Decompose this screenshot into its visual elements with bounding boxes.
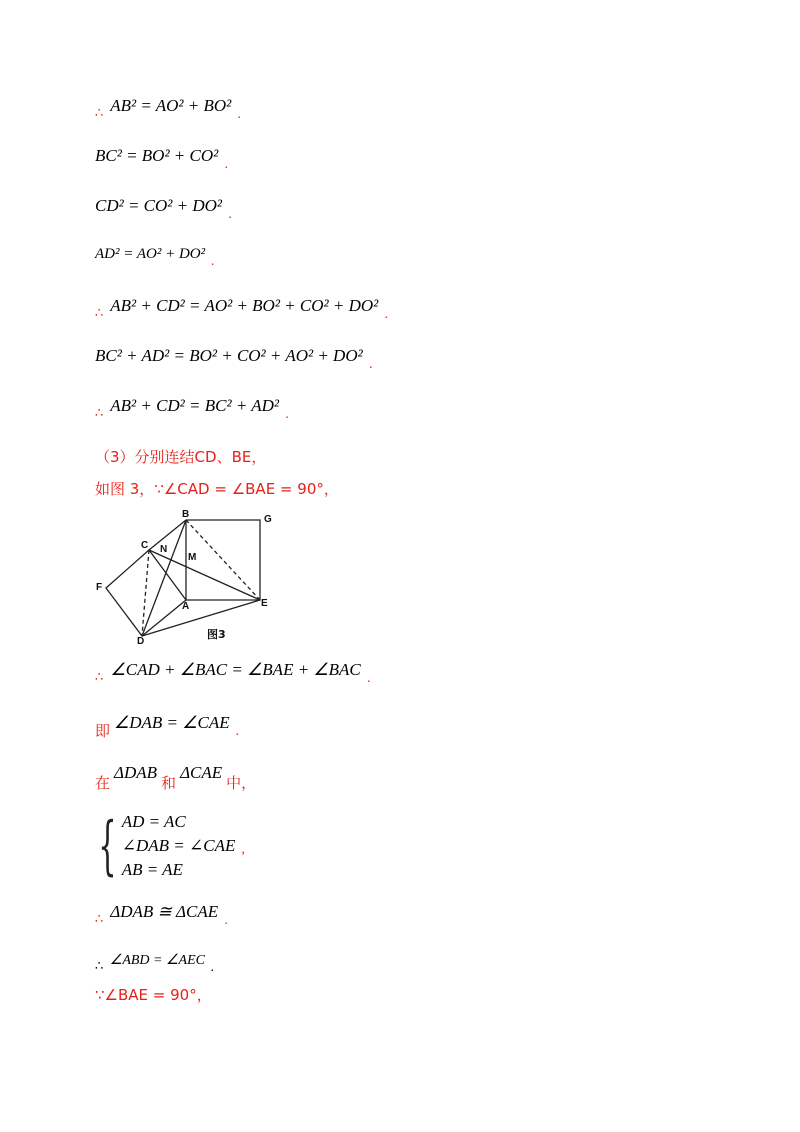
period: . — [210, 960, 214, 975]
label-f: F — [96, 582, 103, 593]
eq-ab-squared — [95, 96, 242, 122]
eq-text: ΔDAB ≅ ΔCAE — [110, 902, 219, 921]
system-line-2: ∠DAB = ∠CAE — [121, 836, 236, 855]
eq-ad-squared — [95, 246, 215, 269]
segment-cd — [142, 550, 149, 636]
eq-text: BC² + AD² = BO² + CO² + AO² + DO² — [95, 346, 363, 365]
period: . — [285, 407, 289, 422]
period: . — [228, 207, 232, 222]
equation-system — [95, 810, 245, 882]
eq-conclusion — [95, 396, 289, 422]
eq-angle-sum — [95, 660, 371, 686]
label-n: N — [160, 544, 168, 555]
part3-heading: （3）分别连结CD、BE， — [95, 448, 267, 466]
figure-caption: 图3 — [207, 628, 226, 641]
period: . — [368, 357, 373, 372]
eq-text: ∠CAD + ∠BAC = ∠BAE + ∠BAC — [110, 660, 361, 679]
prefix-ji: 即 — [95, 722, 111, 740]
therefore-symbol: ∴ — [95, 306, 104, 321]
system-line-1: AD = AC — [121, 812, 186, 831]
eq-text: AB² + CD² = AO² + BO² + CO² + DO² — [110, 296, 379, 315]
eq-angle-abd — [95, 952, 214, 975]
therefore-symbol: ∴ — [95, 670, 104, 685]
eq-sum-ab-cd — [95, 296, 388, 322]
eq-text: ∠ABD = ∠AEC — [109, 953, 205, 968]
period: . — [224, 913, 228, 928]
period: . — [367, 671, 371, 686]
eq-text: AB² + CD² = BC² + AD² — [110, 396, 279, 415]
figure-intro: 如图 3，∵∠CAD = ∠BAE = 90°， — [95, 480, 339, 498]
eq-text: AD² = AO² + DO² — [95, 246, 206, 262]
period: . — [224, 157, 228, 172]
word-he: 和 — [161, 774, 177, 792]
segment-be — [186, 520, 260, 600]
brace-icon: { — [98, 809, 117, 883]
eq-text: BC² = BO² + CO² — [95, 146, 219, 165]
label-m: M — [188, 552, 197, 563]
period: . — [210, 254, 215, 269]
eq-text: ∠DAB = ∠CAE — [114, 713, 230, 732]
period: . — [237, 107, 242, 122]
period: . — [384, 307, 388, 322]
triangles-statement — [95, 762, 257, 792]
eq-congruent — [95, 902, 228, 928]
label-a: A — [182, 601, 190, 612]
eq-text: CD² = CO² + DO² — [95, 196, 223, 215]
triangle-dab: ΔDAB — [114, 763, 158, 782]
therefore-symbol: ∴ — [95, 959, 104, 974]
period: . — [235, 724, 240, 739]
label-b: B — [182, 509, 190, 520]
therefore-symbol: ∴ — [95, 912, 104, 927]
eq-sum-bc-ad — [95, 346, 373, 372]
therefore-symbol: ∴ — [95, 406, 104, 421]
triangle-cae: ΔCAE — [180, 763, 223, 782]
geometry-figure — [90, 508, 290, 644]
comma: , — [241, 842, 245, 857]
prefix-zai: 在 — [95, 774, 111, 792]
eq-cd-squared — [95, 196, 232, 222]
system-line-3: AB = AE — [121, 860, 183, 879]
eq-text: AB² = AO² + BO² — [110, 96, 232, 115]
therefore-symbol: ∴ — [95, 106, 104, 121]
eq-bc-squared — [95, 146, 228, 172]
segment-de — [142, 600, 260, 636]
label-g: G — [264, 514, 272, 525]
label-e: E — [261, 598, 268, 609]
suffix-zhong: 中， — [226, 774, 257, 792]
because-bae-90: ∵∠BAE = 90°， — [95, 986, 212, 1004]
label-d: D — [137, 636, 145, 644]
eq-angle-equal — [95, 712, 240, 740]
label-c: C — [141, 540, 149, 551]
